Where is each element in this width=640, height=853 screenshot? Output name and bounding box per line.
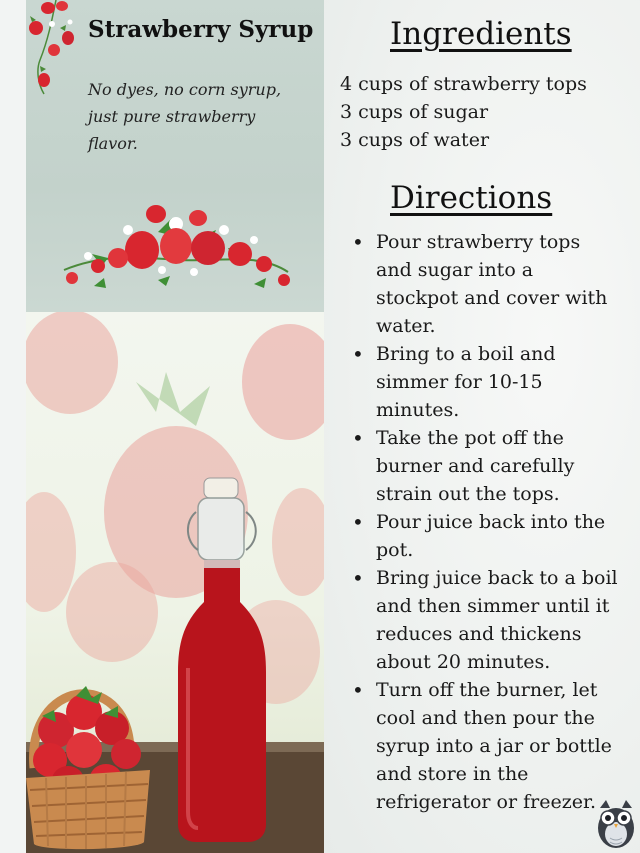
recipe-tagline: No dyes, no corn syrup, just pure strawberry flavor.	[88, 80, 282, 153]
recipe-title: Strawberry Syrup	[88, 16, 314, 43]
direction-step: • Turn off the burner, let cool and then pour the syrup into a jar or bottle and store in the refrigerator or freezer.	[350, 676, 618, 816]
right-column	[324, 0, 640, 853]
direction-step: • Bring to a boil and simmer for 10-15 minutes.	[350, 340, 618, 424]
ingredient-item: 3 cups of sugar	[340, 101, 489, 123]
ingredient-item: 3 cups of water	[340, 129, 490, 151]
title-panel	[26, 0, 324, 312]
strawberry-garland-icon	[58, 200, 292, 294]
syrup-bottle-photo	[26, 312, 324, 853]
strawberry-basket-icon	[26, 638, 154, 853]
direction-step: • Bring juice back to a boil and then simmer until it reduces and thickens about 20 minutes.	[350, 564, 618, 676]
direction-step: • Pour strawberry tops and sugar into a stockpot and cover with water.	[350, 228, 618, 340]
syrup-bottle	[174, 472, 270, 844]
directions-heading: Directions	[390, 180, 553, 216]
left-column	[26, 0, 324, 853]
direction-step: • Pour juice back into the pot.	[350, 508, 618, 564]
ingredients-list	[340, 70, 587, 154]
strawberry-vine-icon	[26, 0, 82, 100]
owl-icon	[594, 798, 638, 850]
ingredients-heading: Ingredients	[390, 16, 572, 52]
ingredient-item: 4 cups of strawberry tops	[340, 73, 587, 95]
direction-step: • Take the pot off the burner and carefully strain out the tops.	[350, 424, 618, 508]
directions-list	[350, 228, 618, 816]
left-margin	[0, 0, 26, 853]
